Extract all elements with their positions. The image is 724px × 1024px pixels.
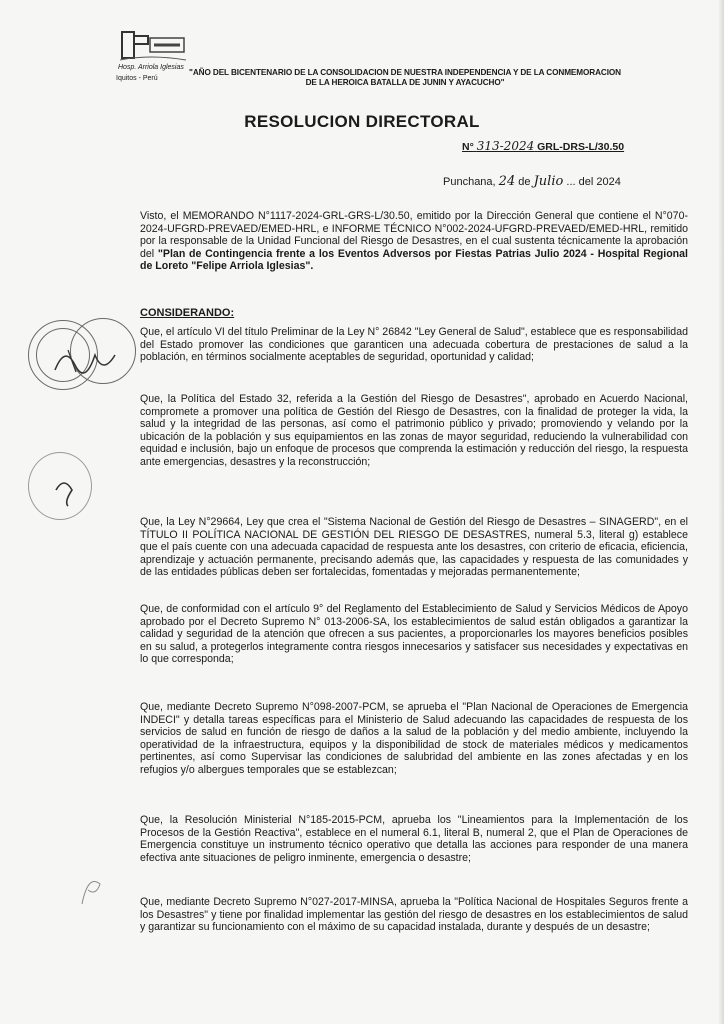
resolution-number-prefix: N° [462,141,474,153]
resolution-number [462,139,624,153]
considerando-paragraph-5: Que, mediante Decreto Supremo N°098-2007-PCM, se aprueba el "Plan Nacional de Operaciones de Emergencia INDECI" y detalla tareas específicas para el Ministerio de Salud adecuando las capacidades de respuesta de los servicios de salud en función de riesgo de daños a la salud de la población y del medio ambiente, incluyendo la operatividad de la infraestructura, equipos y la disponibilidad de stock de materiales médicos y medicamentos pertinentes, así como Supervisar las condiciones de salubridad del ambiente en las zones afectadas y en los refugios y/o albergues temporales que se establezcan; [140,701,688,776]
considerando-paragraph-7: Que, mediante Decreto Supremo N°027-2017-MINSA, aprueba la "Política Nacional de Hospitales Seguros frente a los Desastres" y tiene por finalidad implementar las gestión del riesgo de desastres en los establecimientos de salud y garantizar su funcionamiento con el máximo de su capacidad instalada, durante y después de un desastre; [140,896,688,934]
considerando-heading: CONSIDERANDO: [140,307,235,319]
date-month: Julio [533,174,564,189]
year-motto-line2: DE LA HEROICA BATALLA DE JUNIN Y AYACUCHO" [305,78,505,87]
year-motto [170,68,640,88]
considerando-paragraph-1: Que, el artículo VI del título Preliminar de la Ley N° 26842 "Ley General de Salud", establece que es responsabilidad del Estado promover las condiciones que garanticen una adecuada cobertura de prestaciones de salud a la población, en términos socialmente aceptables de seguridad, oportunidad y calidad; [140,326,688,364]
visto-paragraph [140,210,688,273]
resolution-number-handwritten: 313-2024 [476,139,535,153]
signature-mark-2 [44,470,84,510]
date-of: de [518,176,531,188]
date-line [443,174,621,189]
considerando-paragraph-2: Que, la Política del Estado 32, referida a la Gestión del Riesgo de Desastres", aprobado en Acuerdo Nacional, compromete a promover una política de Gestión del Riesgo de Desastres, con la finalidad de proteger la vida, la salud y la integridad de las personas, así como el patrimonio público y privado; promoviendo y velando por la ubicación de la población y sus equipamientos en las zonas de mayor seguridad, reduciendo la vulnerabilidad con equidad e inclusión, bajo un enfoque de procesos que comprenda la estimación y reducción del riesgo, la respuesta ante emergencias, desastres y la reconstrucción; [140,393,688,468]
date-year: ... del 2024 [566,176,621,188]
date-city: Punchana, [443,176,496,188]
logo-caption-2: Iquitos - Perú [116,75,158,82]
resolution-number-suffix: GRL-DRS-L/30.50 [537,141,625,153]
visto-plan-title: "Plan de Contingencia frente a los Eventos Adversos por Fiestas Patrias Julio 2024 - Hospital Regional de Loreto "Felipe Arriola Iglesias". [140,247,688,273]
signature-mark-3 [76,870,106,910]
date-day: 24 [498,174,516,189]
considerando-paragraph-3: Que, la Ley N°29664, Ley que crea el "Sistema Nacional de Gestión del Riesgo de Desastres – SINAGERD", en el TÍTULO II POLÍTICA NACIONAL DE GESTIÓN DEL RIESGO DE DESASTRES, numeral 5.3, literal g) establece que el país cuente con una adecuada capacidad de respuesta ante los desastres, con criterio de eficacia, eficiencia, aprendizaje y actuación permanente, precisando además que, las capacidades y respuesta de las comunidades y de las entidades públicas deben ser fortalecidas, fomentadas y mejoradas permanentemente; [140,516,688,579]
scan-edge [718,0,724,1024]
signature-mark-1 [50,340,120,380]
considerando-paragraph-6: Que, la Resolución Ministerial N°185-2015-PCM, aprueba los "Lineamientos para la Implementación de los Procesos de la Gestión Reactiva", establece en el numeral 6.1, literal B, numeral 2, que el Plan de Operaciones de Emergencia constituye un instrumento técnico operativo que detalla las acciones para responder de una manera efectiva ante situaciones de peligro inminente, emergencia o desastre; [140,814,688,864]
visto-text: Visto, el MEMORANDO N°1117-2024-GRL-GRS-L/30.50, emitido por la Dirección General que contiene el N°070-2024-UFGRD-PREVAED/EMED-HRL, e INFORME TÉCNICO N°002-2024-UFGRD-PREVAED/EMED-HRL, remitido por la responsable de la Unidad Funcional del Riesgo de Desastres, en el cual sustenta técnicamente la aprobación del [140,210,688,260]
document-title: RESOLUCION DIRECTORAL [244,112,480,131]
logo-caption: Hosp. Arriola Iglesias [118,64,184,71]
considerando-paragraph-4: Que, de conformidad con el artículo 9° del Reglamento del Establecimiento de Salud y Servicios Médicos de Apoyo aprobado por el Decreto Supremo N° 013-2006-SA, los establecimientos de salud están obligados a garantizar la calidad y seguridad de la atención que ofrecen a sus pacientes, a proporcionarles los mayores beneficios posibles en su salud, a protegerlos integramente contra riesgos innecesarios y satisfacer sus necesidades y expectativas en lo que corresponda; [140,603,688,666]
year-motto-line1: "AÑO DEL BICENTENARIO DE LA CONSOLIDACION DE NUESTRA INDEPENDENCIA Y DE LA CONMEMORACION [189,68,621,77]
